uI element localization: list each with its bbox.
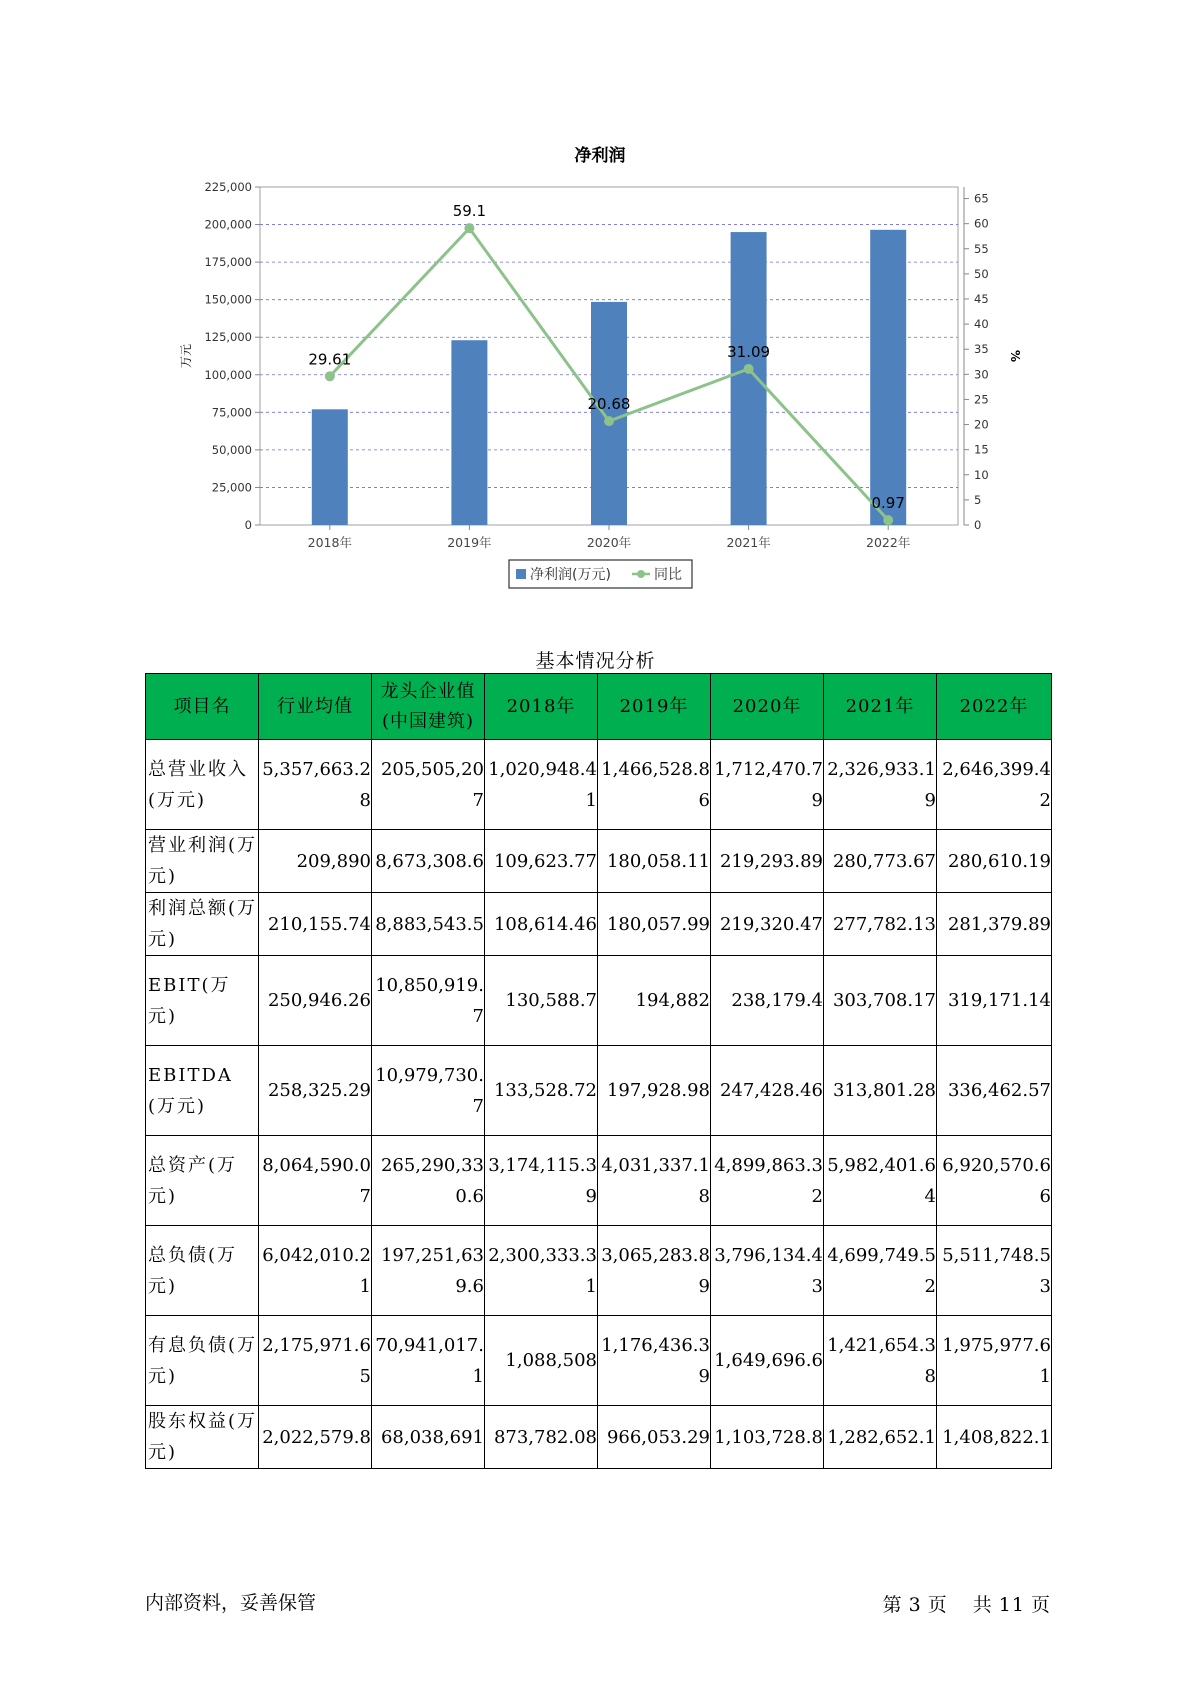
- bar: [870, 230, 906, 525]
- table-cell: 130,588.7: [485, 956, 598, 1046]
- table-cell: 2,175,971.65: [259, 1316, 372, 1406]
- legend-bar-label: 净利润(万元): [530, 567, 611, 583]
- right-axis-ticks: [964, 187, 989, 532]
- table-cell: 4,031,337.18: [598, 1136, 711, 1226]
- row-label: 总负债(万元): [146, 1226, 259, 1316]
- table-cell: 10,850,919.7: [372, 956, 485, 1046]
- right-tick-label: 30: [974, 367, 989, 382]
- table-cell: 194,882: [598, 956, 711, 1046]
- table-row: [146, 1316, 1052, 1406]
- table-cell: 2,022,579.8: [259, 1406, 372, 1469]
- line-point: [604, 416, 614, 426]
- table-cell: 277,782.13: [824, 893, 937, 956]
- basic-analysis-table: [145, 673, 1052, 1469]
- x-tick-label: 2022年: [866, 535, 911, 550]
- table-cell: 1,088,508: [485, 1316, 598, 1406]
- left-axis-label: 万元: [179, 343, 193, 369]
- row-label: 营业利润(万元): [146, 830, 259, 893]
- table-cell: 4,899,863.32: [711, 1136, 824, 1226]
- left-tick-label: 0: [244, 518, 252, 532]
- line-point: [464, 223, 474, 233]
- table-cell: 1,020,948.41: [485, 740, 598, 830]
- table-cell: 5,511,748.53: [937, 1226, 1052, 1316]
- chart-title: 净利润: [574, 146, 626, 166]
- table-cell: 180,057.99: [598, 893, 711, 956]
- right-tick-label: 20: [974, 417, 989, 432]
- line-point: [744, 364, 754, 374]
- table-cell: 109,623.77: [485, 830, 598, 893]
- column-header: 2018年: [485, 674, 598, 740]
- row-label: 股东权益(万元): [146, 1406, 259, 1469]
- table-cell: 1,649,696.6: [711, 1316, 824, 1406]
- table-cell: 336,462.57: [937, 1046, 1052, 1136]
- data-label: 31.09: [727, 342, 771, 361]
- left-tick-label: 225,000: [204, 180, 252, 194]
- header-row: [146, 674, 1052, 740]
- table-cell: 1,282,652.1: [824, 1406, 937, 1469]
- table-cell: 280,610.19: [937, 830, 1052, 893]
- data-label: 59.1: [452, 202, 487, 221]
- table-cell: 8,883,543.5: [372, 893, 485, 956]
- page-unit: 页: [927, 1594, 948, 1616]
- table-cell: 197,928.98: [598, 1046, 711, 1136]
- left-tick-label: 100,000: [204, 367, 252, 382]
- table-cell: 68,038,691: [372, 1406, 485, 1469]
- left-tick-label: 200,000: [204, 217, 252, 232]
- line-point: [325, 371, 335, 381]
- right-tick-label: 60: [974, 216, 989, 231]
- column-header: 2022年: [937, 674, 1052, 740]
- table-header: [146, 674, 1052, 740]
- column-header: 2021年: [824, 674, 937, 740]
- table-cell: 8,064,590.07: [259, 1136, 372, 1226]
- table-cell: 10,979,730.7: [372, 1046, 485, 1136]
- legend-bar-swatch-icon: [516, 569, 526, 579]
- table-cell: 1,103,728.8: [711, 1406, 824, 1469]
- row-label: 有息负债(万元): [146, 1316, 259, 1406]
- table-cell: 1,421,654.38: [824, 1316, 937, 1406]
- table-cell: 8,673,308.6: [372, 830, 485, 893]
- table-cell: 70,941,017.1: [372, 1316, 485, 1406]
- left-tick-label: 150,000: [204, 292, 252, 307]
- line-point: [883, 515, 893, 525]
- table-cell: 108,614.46: [485, 893, 598, 956]
- bar: [312, 409, 348, 525]
- row-label: 利润总额(万元): [146, 893, 259, 956]
- right-tick-label: 35: [974, 342, 989, 357]
- total-prefix: 共: [972, 1594, 993, 1616]
- table-cell: 219,320.47: [711, 893, 824, 956]
- data-label: 0.97: [871, 494, 905, 513]
- table-cell: 5,357,663.28: [259, 740, 372, 830]
- right-axis-label: %: [1008, 349, 1022, 363]
- table-row: [146, 830, 1052, 893]
- net-profit-chart: [160, 135, 1040, 595]
- page-prefix: 第: [882, 1594, 903, 1616]
- table-cell: 180,058.11: [598, 830, 711, 893]
- table-row: [146, 956, 1052, 1046]
- right-tick-label: 65: [974, 191, 989, 206]
- chart-legend: [509, 560, 692, 588]
- data-label: 20.68: [587, 395, 631, 414]
- table-caption: 基本情况分析: [535, 650, 656, 672]
- row-label: EBITDA(万元): [146, 1046, 259, 1136]
- column-header: 2020年: [711, 674, 824, 740]
- table-cell: 873,782.08: [485, 1406, 598, 1469]
- table-cell: 2,646,399.42: [937, 740, 1052, 830]
- table-cell: 1,466,528.86: [598, 740, 711, 830]
- data-label: 29.61: [308, 350, 352, 369]
- right-tick-label: 5: [974, 492, 982, 507]
- confidential-note: 内部资料，妥善保管: [145, 1592, 317, 1614]
- table-cell: 280,773.67: [824, 830, 937, 893]
- page-number: 3: [908, 1594, 922, 1616]
- table-row: [146, 1046, 1052, 1136]
- table-cell: 6,042,010.21: [259, 1226, 372, 1316]
- table-cell: 258,325.29: [259, 1046, 372, 1136]
- right-tick-label: 55: [974, 241, 989, 256]
- table-cell: 1,176,436.39: [598, 1316, 711, 1406]
- bar: [591, 302, 627, 525]
- right-tick-label: 45: [974, 291, 989, 306]
- left-tick-label: 75,000: [211, 405, 252, 420]
- left-axis-ticks: [204, 180, 260, 532]
- table-cell: 319,171.14: [937, 956, 1052, 1046]
- total-unit: 页: [1030, 1594, 1051, 1616]
- right-tick-label: 25: [974, 392, 989, 407]
- page-indicator: [877, 1590, 1051, 1617]
- legend-line-marker-icon: [637, 570, 645, 578]
- table-row: [146, 1136, 1052, 1226]
- table-cell: 966,053.29: [598, 1406, 711, 1469]
- x-tick-label: 2018年: [307, 535, 352, 550]
- column-header: 项目名: [146, 674, 259, 740]
- table-cell: 219,293.89: [711, 830, 824, 893]
- table-cell: 3,065,283.89: [598, 1226, 711, 1316]
- left-tick-label: 125,000: [204, 330, 252, 345]
- table-cell: 1,712,470.79: [711, 740, 824, 830]
- table-cell: 3,174,115.39: [485, 1136, 598, 1226]
- table-cell: 3,796,134.43: [711, 1226, 824, 1316]
- table-row: [146, 1406, 1052, 1469]
- right-tick-label: 10: [974, 467, 989, 482]
- x-tick-label: 2019年: [447, 535, 492, 550]
- left-tick-label: 50,000: [211, 442, 252, 457]
- legend-line-label: 同比: [654, 567, 682, 583]
- table-cell: 210,155.74: [259, 893, 372, 956]
- table-cell: 2,326,933.19: [824, 740, 937, 830]
- table-cell: 303,708.17: [824, 956, 937, 1046]
- x-tick-label: 2020年: [586, 535, 632, 550]
- left-tick-label: 175,000: [204, 255, 252, 270]
- table-cell: 1,408,822.1: [937, 1406, 1052, 1469]
- table-cell: 281,379.89: [937, 893, 1052, 956]
- column-header: 龙头企业值(中国建筑): [372, 674, 485, 740]
- table-cell: 247,428.46: [711, 1046, 824, 1136]
- right-tick-label: 40: [974, 317, 989, 332]
- bar: [451, 340, 487, 525]
- table-cell: 197,251,639.6: [372, 1226, 485, 1316]
- row-label: EBIT(万元): [146, 956, 259, 1046]
- right-tick-label: 15: [974, 442, 989, 457]
- table-cell: 2,300,333.31: [485, 1226, 598, 1316]
- right-tick-label: 50: [974, 266, 989, 281]
- table-cell: 313,801.28: [824, 1046, 937, 1136]
- table-cell: 265,290,330.6: [372, 1136, 485, 1226]
- table-cell: 209,890: [259, 830, 372, 893]
- table-cell: 6,920,570.66: [937, 1136, 1052, 1226]
- table-row: [146, 893, 1052, 956]
- table-cell: 133,528.72: [485, 1046, 598, 1136]
- table-cell: 205,505,207: [372, 740, 485, 830]
- table-cell: 238,179.4: [711, 956, 824, 1046]
- total-pages: 11: [998, 1594, 1025, 1616]
- column-header: 2019年: [598, 674, 711, 740]
- table-row: [146, 740, 1052, 830]
- x-tick-label: 2021年: [726, 535, 771, 550]
- row-label: 总营业收入(万元): [146, 740, 259, 830]
- table-body: [146, 740, 1052, 1469]
- table-cell: 5,982,401.64: [824, 1136, 937, 1226]
- table-cell: 1,975,977.61: [937, 1316, 1052, 1406]
- table-cell: 250,946.26: [259, 956, 372, 1046]
- column-header: 行业均值: [259, 674, 372, 740]
- right-tick-label: 0: [974, 518, 982, 532]
- x-axis-ticks: [308, 525, 911, 550]
- bar: [731, 232, 767, 525]
- table-row: [146, 1226, 1052, 1316]
- table-cell: 4,699,749.52: [824, 1226, 937, 1316]
- left-tick-label: 25,000: [211, 480, 252, 495]
- row-label: 总资产(万元): [146, 1136, 259, 1226]
